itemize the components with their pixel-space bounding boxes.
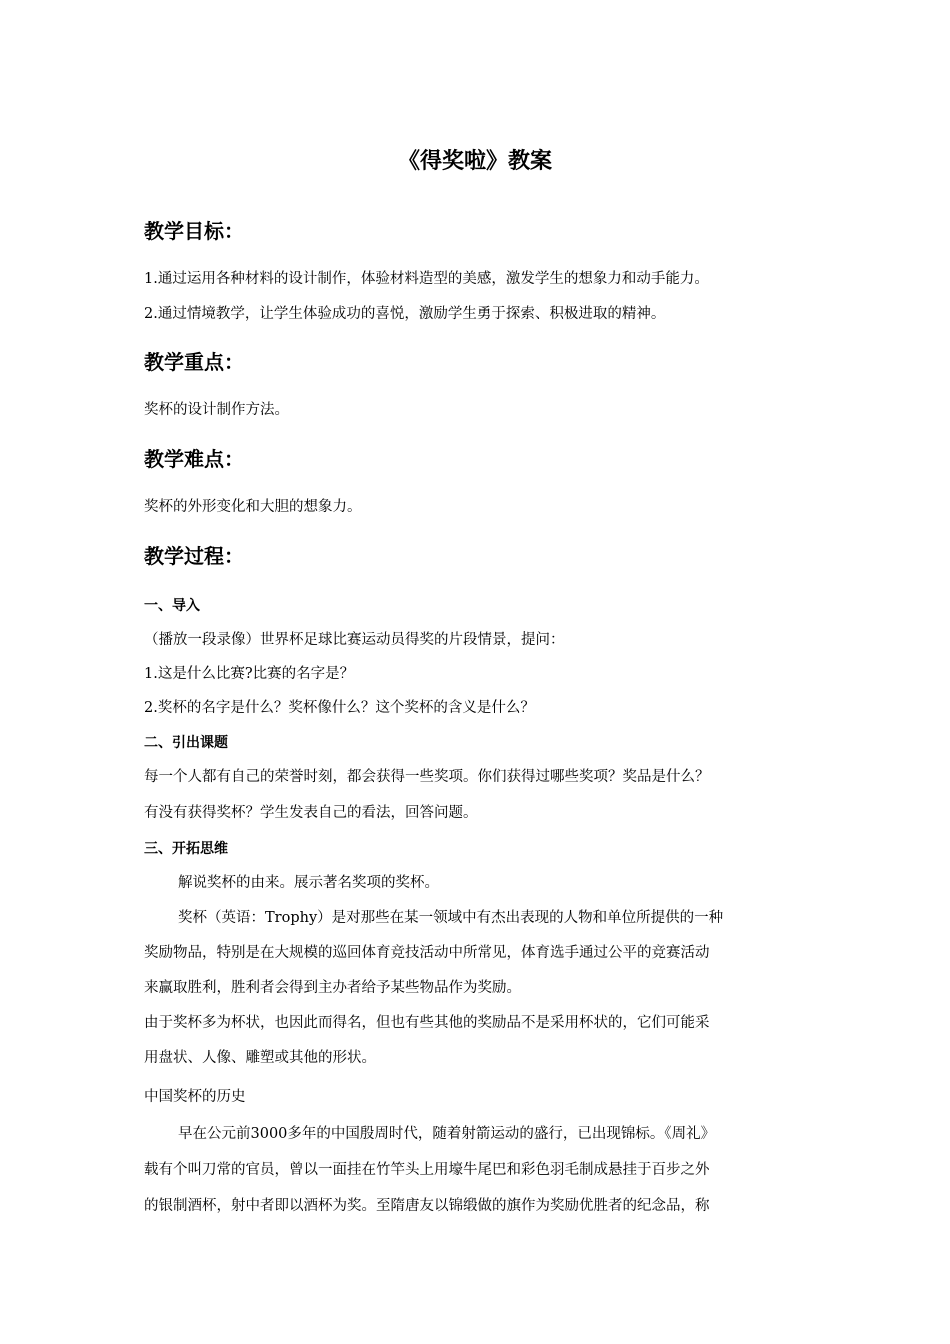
paragraph-line: 1.这是什么比赛?比赛的名字是？ xyxy=(144,666,355,682)
paragraph-line: 的银制酒杯，射中者即以酒杯为奖。至隋唐友以锦缎做的旗作为奖励优胜者的纪念品，称 xyxy=(144,1198,710,1214)
objectives-heading: 教学目标： xyxy=(144,219,244,243)
objective-item: 1.通过运用各种材料的设计制作，体验材料造型的美感，激发学生的想象力和动手能力。 xyxy=(144,271,709,287)
paragraph-line: 载有个叫刀常的官员，曾以一面挂在竹竿头上用壕牛尾巴和彩色羽毛制成悬挂于百步之外 xyxy=(144,1162,710,1178)
document-title: 《得奖啦》教案 xyxy=(397,149,552,174)
paragraph-line: 2.奖杯的名字是什么？奖杯像什么？这个奖杯的含义是什么？ xyxy=(144,700,535,716)
paragraph-line: 来赢取胜利，胜利者会得到主办者给予某些物品作为奖励。 xyxy=(144,980,521,996)
paragraph-line: 由于奖杯多为杯状，也因此而得名，但也有些其他的奖励品不是采用杯状的，它们可能采 xyxy=(144,1015,710,1031)
paragraph-line: （播放一段录像）世界杯足球比赛运动员得奖的片段情景，提问： xyxy=(144,632,565,648)
section-heading-topic: 二、引出课题 xyxy=(144,735,228,751)
section-heading-intro: 一、导入 xyxy=(144,598,200,614)
paragraph-line: 解说奖杯的由来。展示著名奖项的奖杯。 xyxy=(178,875,439,891)
paragraph-line: 奖杯（英语：Trophy）是对那些在某一领域中有杰出表现的人物和单位所提供的一种 xyxy=(178,910,724,926)
paragraph-line: 奖励物品，特别是在大规模的巡回体育竞技活动中所常见，体育选手通过公平的竞赛活动 xyxy=(144,945,710,961)
difficulties-text: 奖杯的外形变化和大胆的想象力。 xyxy=(144,499,362,515)
difficulties-heading: 教学难点： xyxy=(144,447,244,471)
process-heading: 教学过程： xyxy=(144,544,244,568)
key-points-text: 奖杯的设计制作方法。 xyxy=(144,402,289,418)
paragraph-line: 每一个人都有自己的荣誉时刻，都会获得一些奖项。你们获得过哪些奖项？奖品是什么？ xyxy=(144,769,710,785)
key-points-heading: 教学重点： xyxy=(144,350,244,374)
section-heading-thinking: 三、开拓思维 xyxy=(144,841,228,857)
objective-item: 2.通过情境教学，让学生体验成功的喜悦，激励学生勇于探索、积极进取的精神。 xyxy=(144,306,666,322)
paragraph-line: 早在公元前3000多年的中国殷周时代，随着射箭运动的盛行，已出现锦标。《周礼》 xyxy=(178,1126,716,1142)
paragraph-line: 中国奖杯的历史 xyxy=(144,1089,246,1105)
paragraph-line: 用盘状、人像、雕塑或其他的形状。 xyxy=(144,1050,376,1066)
paragraph-line: 有没有获得奖杯？学生发表自己的看法，回答问题。 xyxy=(144,805,478,821)
